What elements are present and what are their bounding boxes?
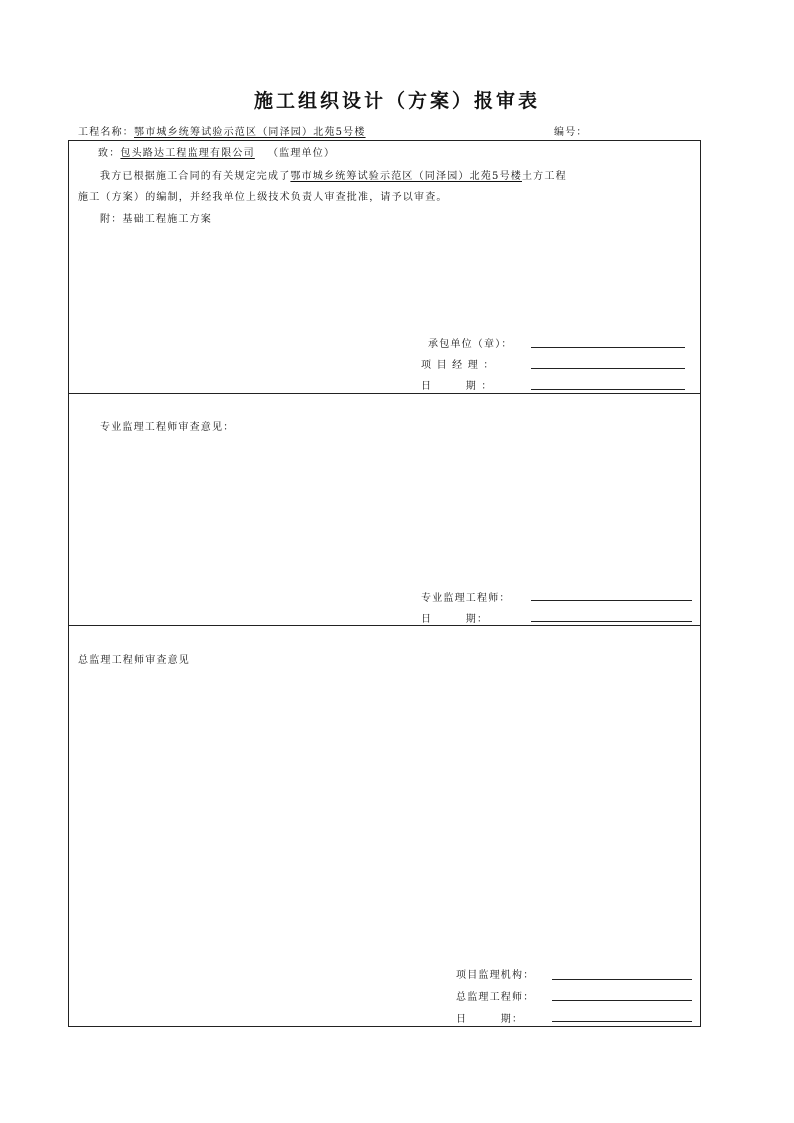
supervision-unit-name: 包头路达工程监理有限公司: [120, 148, 255, 159]
body-line-1: [100, 167, 567, 182]
chief-date-label: 日 期：: [456, 1014, 524, 1025]
chief-engineer-label: 总监理工程师：: [456, 992, 535, 1003]
specialist-engineer-label: 专业监理工程师：: [421, 593, 511, 604]
body-project-name: 鄂市城乡统筹试验示范区（同泽园）北苑5号楼: [290, 171, 522, 182]
attachment-note: 附：基础工程施工方案: [100, 214, 212, 225]
supervision-org-label: 项目监理机构：: [456, 970, 535, 981]
contractor-seal-label: 承包单位（章）：: [428, 339, 513, 350]
project-manager-field[interactable]: [531, 368, 685, 369]
row-divider-2: [68, 625, 701, 626]
specialist-engineer-field[interactable]: [531, 600, 692, 601]
chief-engineer-field[interactable]: [552, 1000, 692, 1001]
row-divider-1: [68, 393, 701, 394]
project-manager-label: 项 目 经 理 ：: [421, 360, 495, 371]
body-prefix: 我方已根据施工合同的有关规定完成了: [100, 171, 291, 182]
project-name-row: [78, 123, 366, 138]
supervision-unit-suffix: （监理单位）: [267, 148, 336, 159]
project-name: 鄂市城乡统筹试验示范区（同泽园）北苑5号楼: [134, 127, 366, 138]
form-table: [68, 140, 701, 1027]
addressee-row: [98, 144, 335, 159]
date-field[interactable]: [531, 389, 685, 390]
supervision-org-field[interactable]: [552, 979, 692, 980]
project-label: 工程名称：: [78, 127, 134, 138]
number-label: 编号：: [554, 127, 588, 138]
to-label: 致：: [98, 148, 121, 159]
body-suffix: 土方工程: [521, 171, 567, 182]
form-title: 施工组织设计（方案）报审表: [253, 90, 540, 112]
contractor-seal-field[interactable]: [531, 347, 685, 348]
specialist-opinion-label: 专业监理工程师审查意见：: [100, 422, 235, 433]
chief-date-field[interactable]: [552, 1021, 692, 1022]
date-label: 日 期 ：: [421, 381, 493, 392]
specialist-date-label: 日 期：: [421, 614, 489, 625]
specialist-date-field[interactable]: [531, 621, 692, 622]
chief-opinion-label: 总监理工程师审查意见: [78, 655, 190, 666]
body-line-2: 施工（方案）的编制，并经我单位上级技术负责人审查批准，请予以审查。: [78, 192, 448, 203]
